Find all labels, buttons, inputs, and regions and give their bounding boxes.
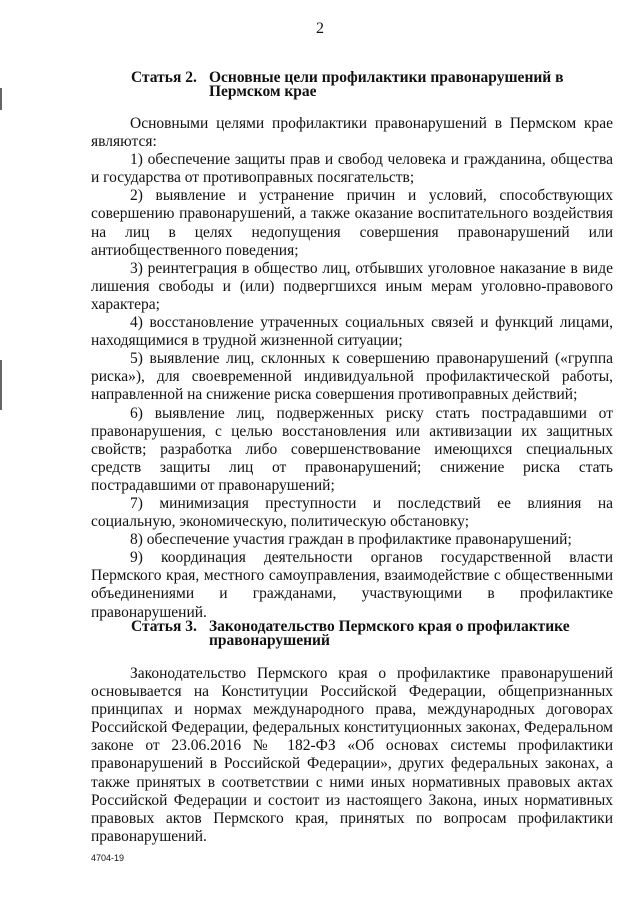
- list-item: 1) обеспечение защиты прав и свобод человека и гражданина, общества и государства от противоправных посягательств;: [91, 151, 613, 187]
- article-2-label: Статья 2.: [131, 69, 197, 86]
- document-code: 4704-19: [91, 853, 125, 863]
- article-3-paragraph: Законодательство Пермского края о профилактике правонарушений основывается на Конституции Российской Федерации, общепризнанных принципах и нормах международного права, международных договорах Российской Федерации, федеральных конституционных законах, Федеральном законе от 23.06.2016 № 182-ФЗ «Об основах системы профилактики правонарушений в Российской Федерации», других федеральных законах, а также принятых в соответствии с ними иных нормативных правовых актах Российской Федерации и состоит из настоящего Закона, иных нормативных правовых актов Пермского края, принятых по вопросам профилактики правонарушений.: [91, 665, 613, 845]
- list-item: 7) минимизация преступности и последствий ее влияния на социальную, экономическую, политическую обстановку;: [91, 494, 613, 531]
- page-number: 2: [316, 20, 324, 37]
- article-3-title: Законодательство Пермского края о профилактике правонарушений: [209, 618, 570, 649]
- list-item: 3) реинтеграция в общество лиц, отбывших уголовное наказание в виде лишения свободы и (или) подвергшихся иным мерам уголовно-правового характера;: [91, 259, 613, 313]
- article-3-heading: [131, 620, 601, 648]
- list-item: 6) выявление лиц, подверженных риску стать пострадавшими от правонарушения, с целью восстановления или активизации их защитных свойств; разработка либо совершенствование имеющихся специальных средств защиты лиц от правонарушений; снижение риска стать пострадавшими от правонарушений;: [91, 404, 613, 494]
- article-2-intro: Основными целями профилактики правонарушений в Пермском крае являются:: [91, 115, 613, 151]
- article-2-body: [91, 115, 613, 622]
- article-2-title: Основные цели профилактики правонарушений в Пермском крае: [209, 69, 564, 100]
- list-item: 9) координация деятельности органов государственной власти Пермского края, местного самоуправления, взаимодействие с общественными объединениями и гражданами, участвующими в профилактике правонарушений.: [91, 549, 613, 621]
- list-item: 4) восстановление утраченных социальных связей и функций лицами, находящимися в трудной жизненной ситуации;: [91, 314, 613, 350]
- left-margin-mark: [0, 360, 2, 410]
- left-margin-mark: [0, 88, 2, 110]
- list-item: 2) выявление и устранение причин и условий, способствующих совершению правонарушений, а также оказание воспитательного воздействия на лиц в целях недопущения совершения правонарушений или антиобщественного поведения;: [91, 187, 613, 259]
- list-item: 5) выявление лиц, склонных к совершению правонарушений («группа риска»), для своевременной индивидуальной профилактической работы, направленной на снижение риска совершения противоправных действий;: [91, 350, 613, 404]
- article-3-label: Статья 3.: [131, 618, 197, 635]
- article-2-heading: [131, 71, 601, 99]
- list-item: 8) обеспечение участия граждан в профилактике правонарушений;: [130, 531, 572, 549]
- article-3-body: [91, 665, 613, 846]
